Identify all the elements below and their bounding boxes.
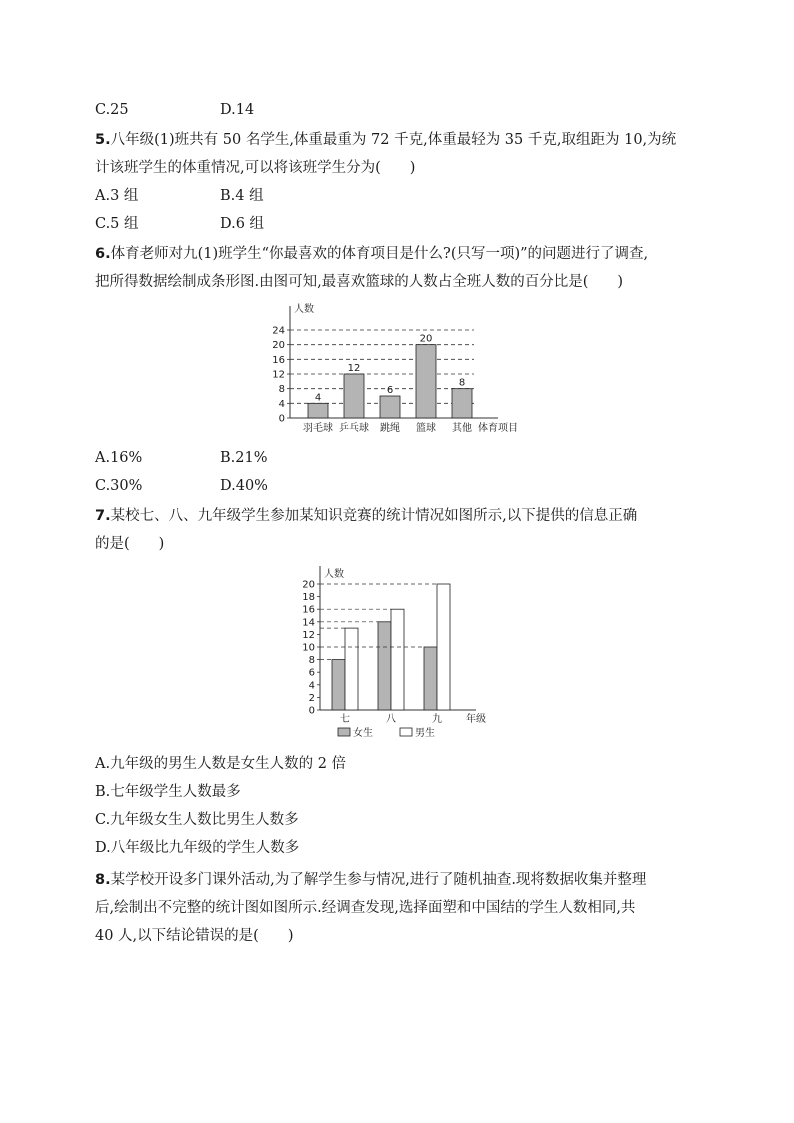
y-tick-label: 12 bbox=[302, 629, 315, 641]
y-axis-label: 人数 bbox=[324, 569, 344, 580]
bar bbox=[345, 628, 358, 710]
x-tick-label: 九 bbox=[432, 714, 442, 725]
q7-option-d: D.八年级比九年级的学生人数多 bbox=[95, 840, 300, 856]
bar bbox=[308, 403, 328, 418]
y-tick-label: 14 bbox=[302, 617, 315, 629]
y-tick-label: 6 bbox=[308, 667, 315, 679]
bar bbox=[416, 345, 436, 418]
q6-option-a: A.16% bbox=[95, 450, 143, 466]
q6-text1: 体育老师对九(1)班学生“你最喜欢的体育项目是什么?(只写一项)”的问题进行了调查, bbox=[110, 246, 649, 262]
data-label: 12 bbox=[347, 363, 361, 374]
q7-number: 7. bbox=[95, 508, 111, 524]
q8-line3: 40 人,以下结论错误的是( ) bbox=[95, 928, 294, 944]
grade-gender-bar-chart bbox=[290, 562, 510, 748]
y-tick-label: 20 bbox=[272, 340, 285, 352]
y-tick-label: 0 bbox=[278, 413, 285, 425]
legend-label: 女生 bbox=[353, 728, 373, 739]
y-tick-label: 4 bbox=[308, 680, 315, 692]
bar bbox=[424, 647, 437, 710]
q8-text1: 某学校开设多门课外活动,为了解学生参与情况,进行了随机抽查.现将数据收集并整理 bbox=[110, 872, 647, 888]
q8-line1 bbox=[95, 870, 646, 890]
q8-line2: 后,绘制出不完整的统计图如图所示.经调查发现,选择面塑和中国结的学生人数相同,共 bbox=[95, 900, 636, 916]
data-label: 20 bbox=[419, 333, 433, 345]
y-tick-label: 16 bbox=[302, 604, 315, 616]
y-tick-label: 16 bbox=[272, 354, 285, 366]
y-tick-label: 12 bbox=[272, 369, 285, 381]
q7-line2: 的是( ) bbox=[95, 536, 165, 552]
q7-option-c: C.九年级女生人数比男生人数多 bbox=[95, 812, 299, 828]
x-tick-label: 其他 bbox=[452, 423, 472, 434]
x-axis-label: 体育项目 bbox=[478, 423, 518, 434]
q6-option-d: D.40% bbox=[220, 478, 268, 494]
q5-line1 bbox=[95, 130, 676, 150]
q6-line2: 把所得数据绘制成条形图.由图可知,最喜欢篮球的人数占全班人数的百分比是( ) bbox=[95, 274, 624, 290]
x-tick-label: 羽毛球 bbox=[303, 423, 333, 434]
q6-line1 bbox=[95, 244, 648, 264]
bar bbox=[437, 584, 450, 710]
data-label: 4 bbox=[314, 392, 322, 404]
x-axis-label: 年级 bbox=[466, 714, 486, 725]
q5-option-d: D.6 组 bbox=[220, 216, 265, 232]
q5-text1: 八年级(1)班共有 50 名学生,体重最重为 72 千克,体重最轻为 35 千克,取组距为 10,为统 bbox=[110, 132, 677, 148]
y-tick-label: 10 bbox=[302, 642, 315, 654]
bar bbox=[391, 609, 404, 710]
x-tick-label: 跳绳 bbox=[380, 423, 400, 434]
q5-option-a: A.3 组 bbox=[95, 188, 139, 204]
y-tick-label: 24 bbox=[272, 325, 285, 337]
data-label: 6 bbox=[386, 385, 394, 396]
q6-number: 6. bbox=[95, 246, 111, 262]
q5-option-b: B.4 组 bbox=[220, 188, 264, 204]
x-tick-label: 篮球 bbox=[416, 423, 436, 434]
y-tick-label: 0 bbox=[308, 705, 315, 717]
q7-text1: 某校七、八、九年级学生参加某知识竞赛的统计情况如图所示,以下提供的信息正确 bbox=[110, 508, 638, 524]
x-tick-label: 八 bbox=[386, 714, 396, 725]
q8-number: 8. bbox=[95, 872, 111, 888]
y-axis-label: 人数 bbox=[294, 304, 314, 315]
x-tick-label: 乒乓球 bbox=[339, 423, 369, 434]
legend-swatch bbox=[400, 728, 412, 736]
legend-swatch bbox=[338, 728, 350, 736]
x-tick-label: 七 bbox=[340, 714, 350, 725]
q5-option-c: C.5 组 bbox=[95, 216, 139, 232]
prev-option-c: C.25 bbox=[95, 102, 129, 118]
q6-option-b: B.21% bbox=[220, 450, 268, 466]
bar bbox=[378, 622, 391, 710]
y-tick-label: 2 bbox=[308, 692, 315, 704]
q7-line1 bbox=[95, 506, 637, 526]
bar bbox=[332, 660, 345, 710]
bar bbox=[344, 374, 364, 418]
q7-option-b: B.七年级学生人数最多 bbox=[95, 784, 241, 800]
sports-bar-chart bbox=[260, 300, 540, 442]
q6-option-c: C.30% bbox=[95, 478, 143, 494]
q5-number: 5. bbox=[95, 132, 111, 148]
y-tick-label: 20 bbox=[302, 579, 315, 591]
bar bbox=[452, 389, 472, 418]
prev-option-d: D.14 bbox=[220, 102, 255, 118]
data-label: 8 bbox=[458, 377, 466, 389]
y-tick-label: 4 bbox=[278, 398, 285, 410]
q7-option-a: A.九年级的男生人数是女生人数的 2 倍 bbox=[95, 756, 347, 772]
y-tick-label: 18 bbox=[302, 592, 315, 604]
bar bbox=[380, 396, 400, 418]
legend-label: 男生 bbox=[415, 728, 435, 739]
y-tick-label: 8 bbox=[308, 655, 315, 667]
q5-line2: 计该班学生的体重情况,可以将该班学生分为( ) bbox=[95, 160, 416, 176]
y-tick-label: 8 bbox=[278, 384, 285, 396]
